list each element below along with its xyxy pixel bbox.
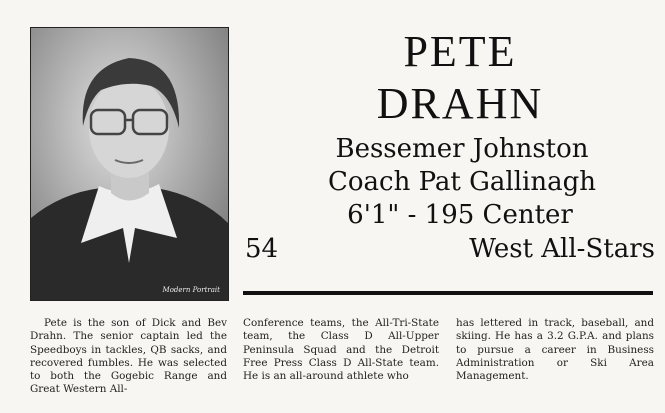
bio-column-2: Conference teams, the All-Tri-State team, the Class D All-Upper Peninsula Squad and the Detroit Free Press Class D All-State team. He is an all-around athlete who xyxy=(243,317,439,383)
player-school: Bessemer Johnston xyxy=(335,134,589,164)
player-number: 54 xyxy=(245,234,279,264)
player-coach: Coach Pat Gallinagh xyxy=(327,167,596,197)
player-number-team xyxy=(245,236,655,262)
portrait-illustration xyxy=(31,28,228,300)
player-first-name: PETE xyxy=(403,27,517,76)
player-photo xyxy=(30,27,229,301)
bio-column-3: has lettered in track, baseball, and skiing. He has a 3.2 G.P.A. and plans to pursue a career in Business Administration or Ski Area Management. xyxy=(456,317,654,383)
photo-studio-stamp: Modern Portrait xyxy=(162,286,220,294)
player-measurements: 6'1" - 195 Center xyxy=(347,200,573,230)
player-last-name: DRAHN xyxy=(376,79,544,128)
section-divider xyxy=(243,291,653,295)
bio-column-1: Pete is the son of Dick and Bev Drahn. The senior captain led the Speedboys in tackles, QB sacks, and recovered fumbles. He was selected to both the Gogebic Range and Great Western All- xyxy=(30,317,227,396)
player-team: West All-Stars xyxy=(469,234,655,264)
